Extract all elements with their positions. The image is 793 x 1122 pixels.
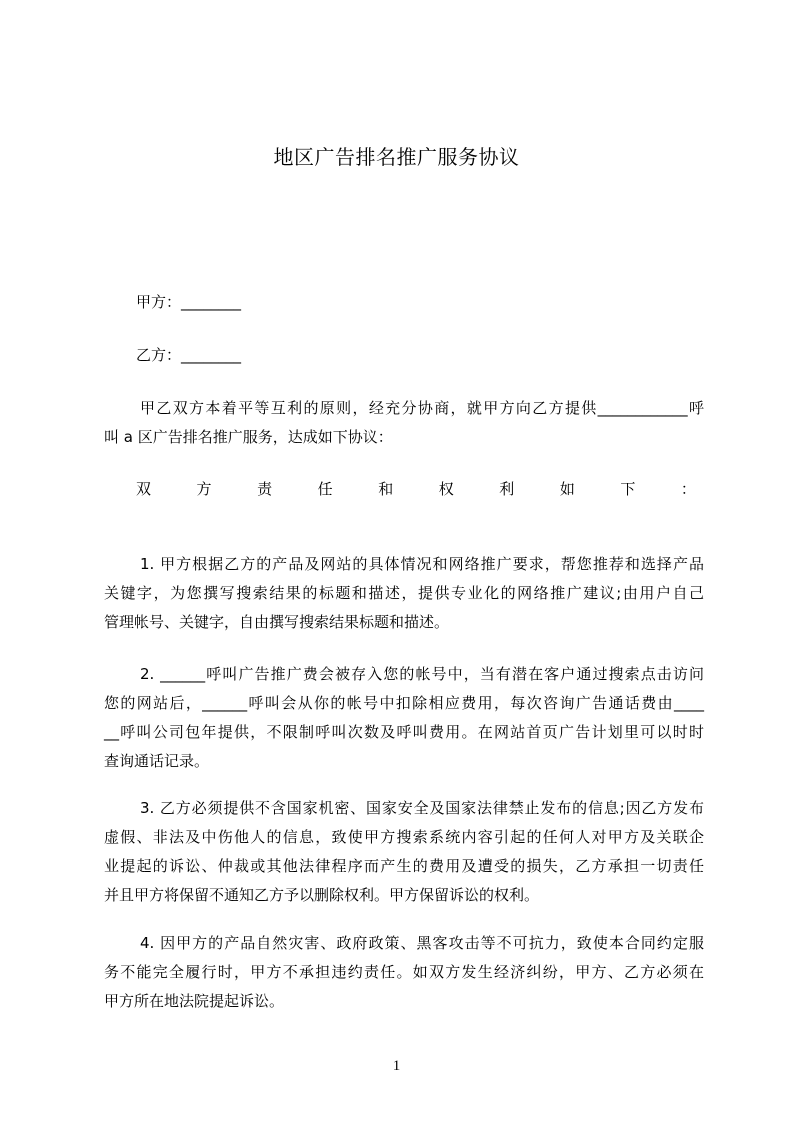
heading-char: 如 bbox=[559, 480, 575, 498]
heading-char: 利 bbox=[499, 480, 515, 498]
heading-char: 任 bbox=[317, 480, 333, 498]
clause-line: 1. 甲方根据乙方的产品及网站的具体情况和网络推广要求，帮您推荐和选择产品 bbox=[140, 555, 704, 573]
clause-line: 查询通话记录。 bbox=[104, 752, 210, 770]
clause-1 bbox=[104, 550, 704, 637]
clause-line: 4. 因甲方的产品自然灾害、政府政策、黑客攻击等不可抗力，致使本合同约定服 bbox=[140, 934, 704, 952]
clause-line: 您的网站后，______呼叫会从你的帐号中扣除相应费用，每次咨询广告通话费由____ bbox=[104, 694, 704, 712]
document-title: 地区广告排名推广服务协议 bbox=[273, 145, 520, 169]
party-b-line: 乙方：________ bbox=[136, 346, 242, 364]
heading-char: ： bbox=[680, 480, 696, 498]
clause-2 bbox=[104, 660, 704, 776]
clause-line: __呼叫公司包年提供，不限制呼叫次数及呼叫费用。在网站首页广告计划里可以时时 bbox=[104, 723, 704, 741]
clause-4 bbox=[104, 929, 704, 1016]
intro-line: 叫 a 区广告排名推广服务，达成如下协议： bbox=[104, 428, 393, 446]
heading-char: 权 bbox=[438, 480, 454, 498]
heading-char: 责 bbox=[257, 480, 273, 498]
heading-char: 和 bbox=[378, 480, 394, 498]
heading-char: 方 bbox=[196, 480, 212, 498]
heading-char: 下 bbox=[620, 480, 636, 498]
intro-paragraph bbox=[104, 394, 704, 452]
clause-line: 并且甲方将保留不通知乙方予以删除权利。甲方保留诉讼的权利。 bbox=[104, 886, 540, 904]
clause-line: 甲方所在地法院提起诉讼。 bbox=[104, 992, 285, 1010]
clause-line: 管理帐号、关键字，自由撰写搜索结果标题和描述。 bbox=[104, 613, 450, 631]
clause-line: 2. ______呼叫广告推广费会被存入您的帐号中，当有潜在客户通过搜索点击访问 bbox=[140, 665, 704, 683]
clause-line: 关键字，为您撰写搜索结果的标题和描述，提供专业化的网络推广建议;由用户自己 bbox=[104, 584, 704, 602]
clause-line: 3. 乙方必须提供不含国家机密、国家安全及国家法律禁止发布的信息;因乙方发布 bbox=[140, 799, 704, 817]
clause-line: 业提起的诉讼、仲裁或其他法律程序而产生的费用及遭受的损失，乙方承担一切责任 bbox=[104, 857, 704, 875]
clause-3 bbox=[104, 794, 704, 910]
heading-char: 双 bbox=[136, 480, 152, 498]
page-number: 1 bbox=[392, 1058, 401, 1074]
intro-line: 甲乙双方本着平等互利的原则，经充分协商，就甲方向乙方提供____________呼 bbox=[140, 399, 704, 417]
clause-line: 务不能完全履行时，甲方不承担违约责任。如双方发生经济纠纷，甲方、乙方必须在 bbox=[104, 963, 704, 981]
party-a-line: 甲方：________ bbox=[136, 293, 242, 311]
rights-heading bbox=[136, 479, 696, 499]
clause-line: 虚假、非法及中伤他人的信息，致使甲方搜索系统内容引起的任何人对甲方及关联企 bbox=[104, 828, 704, 846]
